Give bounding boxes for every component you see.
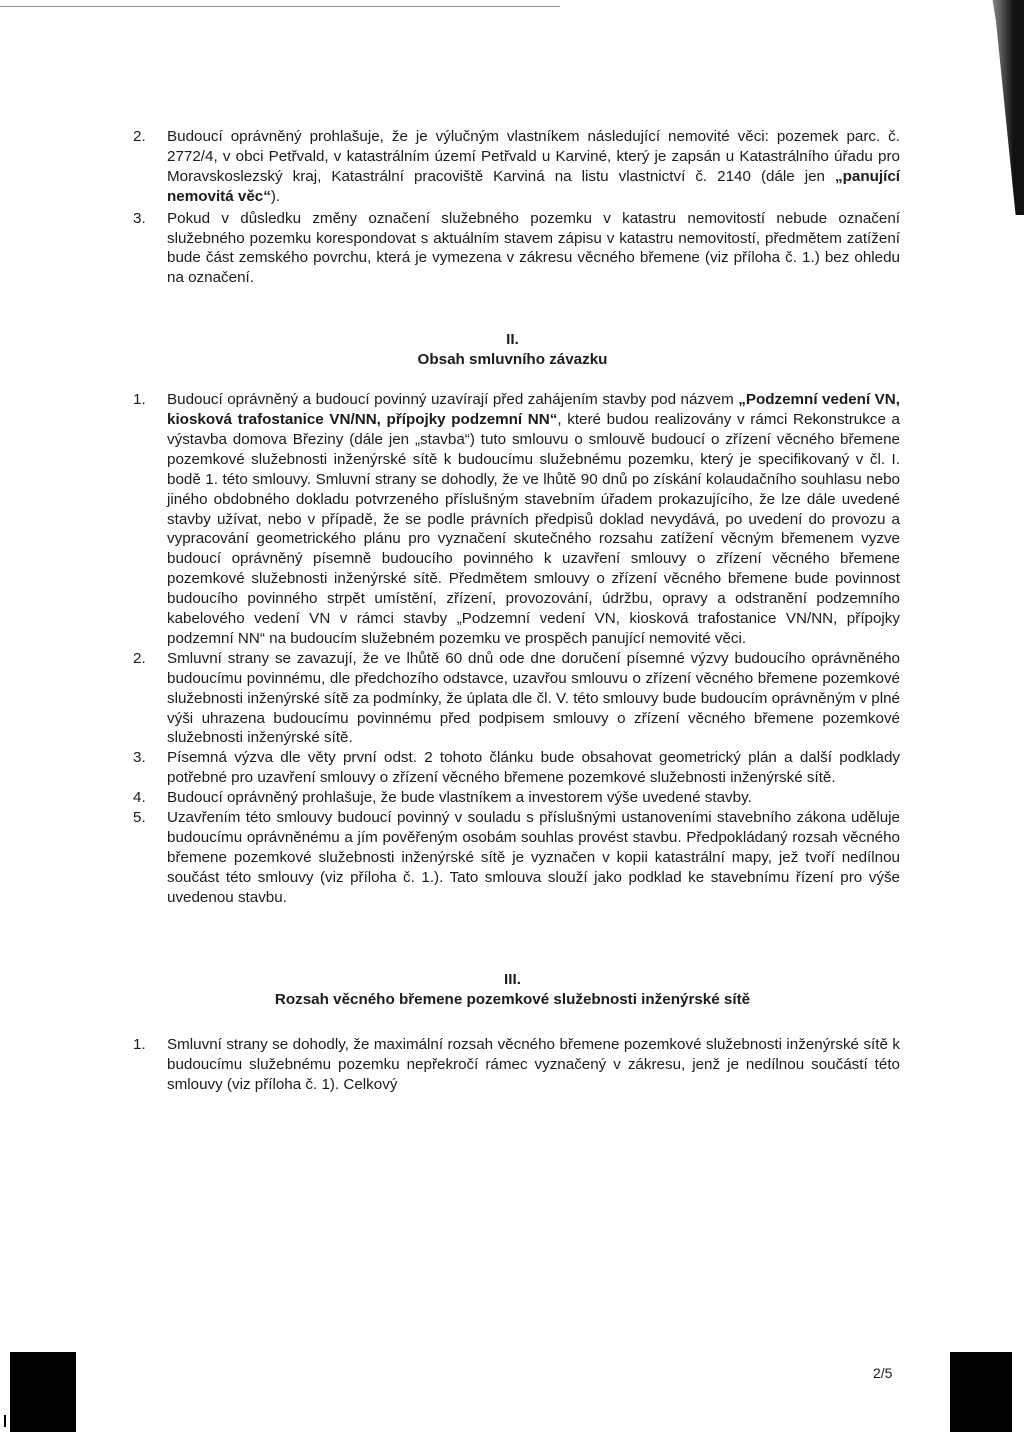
scan-registration-mark (10, 1352, 76, 1432)
list-item (125, 209, 900, 289)
item-number: 3. (133, 749, 146, 767)
item-text: Smluvní strany se dohodly, že maximální rozsah věcného břemene pozemkové služebnosti inženýrské sítě k budoucímu služebnému pozemku nepřekročí rámec vyznačený v zákresu, jenž je nedílnou součástí této smlouvy (viz příloha č. 1). Celkový (167, 1036, 900, 1094)
list-item (125, 649, 900, 749)
item-number: 5. (133, 809, 146, 827)
item-text-bold: „panující nemovitá věc“ (167, 167, 900, 205)
item-text: Písemná výzva dle věty první odst. 2 tohoto článku bude obsahovat geometrický plán a další podklady potřebné pro uzavření smlouvy o zřízení věcného břemene pozemkové služebnosti inženýrské sítě. (167, 749, 900, 787)
scan-corner-shadow (954, 0, 1024, 215)
list-item (125, 1035, 900, 1095)
list-item (125, 390, 900, 649)
item-number: 4. (133, 789, 146, 807)
item-text: Budoucí oprávněný a budoucí povinný uzavírají před zahájením stavby pod názvem (167, 391, 739, 409)
list-item (125, 127, 900, 207)
scan-top-rule (0, 6, 560, 7)
item-text: Pokud v důsledku změny označení služebného pozemku v katastru nemovitostí nebude označení služebného pozemku korespondovat s aktuálním stavem zápisu v katastru nemovitostí, předmětem zatížení bude část zemského povrchu, která je vymezena v zákresu věcného břemene (viz příloha č. 1.) bez ohledu na označení. (167, 209, 900, 287)
item-text-tail: ). (270, 187, 281, 205)
item-number: 3. (133, 209, 146, 227)
page-number: 2/5 (873, 1365, 893, 1381)
item-text-tail: , které budou realizovány v rámci Rekonstrukce a výstavba domova Březiny (dále jen „stavba“) tuto smlouvu o smlouvě budoucí o zřízení věcného břemene pozemkové služebnosti inženýrské sítě k budoucímu služebnému pozemku, který je specifikovaný v čl. I. bodě 1. této smlouvy. Smluvní strany se dohodly, že ve lhůtě 90 dnů po získání kolaudačního souhlasu nebo jiného obdobného dokladu potvrzeného příslušným stavebním úřadem prokazujícího, že lze dále uvedené stavby užívat, nebo v případě, že se podle právních předpisů doklad nevydává, po uvedení do provozu a vypracování geometrického plánu pro vyznačení skutečného rozsahu zatížení věcným břemenem vyzve budoucí oprávněný písemně budoucího povinného k uzavření smlouvy o zřízení věcného břemene pozemkové služebnosti inženýrské sítě. Předmětem smlouvy o zřízení věcného břemene bude povinnost budoucího povinného strpět umístění, zřízení, provozování, údržbu, opravy a odstranění podzemního kabelového vedení VN v rámci stavby „Podzemní vedení VN, kiosková trafostanice VN/NN, přípojky podzemní NN“ na budoucím služebném pozemku ve prospěch panující nemovité věci. (167, 410, 900, 647)
section-numeral: II. (506, 331, 519, 349)
item-text: Uzavřením této smlouvy budoucí povinný v souladu s příslušnými ustanoveními stavebního zákona uděluje budoucímu oprávněnému a jím pověřeným osobám souhlas provést stavbu. Předpokládaný rozsah věcného břemene pozemkové služebnosti inženýrské sítě je vyznačen v kopii katastrální mapy, jež tvoří nedílnou součást této smlouvy (viz příloha č. 1.). Tato smlouva slouží jako podklad ke stavebnímu řízení pro výše uvedenou stavbu. (167, 809, 900, 906)
document-body (125, 127, 900, 1095)
section-title: Obsah smluvního závazku (417, 351, 608, 369)
item-number: 1. (133, 1036, 146, 1054)
section-numeral: III. (504, 970, 521, 988)
item-text: Budoucí oprávněný prohlašuje, že je výlučným vlastníkem následující nemovité věci: pozemek parc. č. 2772/4, v obci Petřvald, v katastrálním území Petřvald u Karviné, který je zapsán u Katastrálního úřadu pro Moravskoslezský kraj, Katastrální pracoviště Karviná na listu vlastnictví č. 2140 (dále jen (167, 128, 900, 185)
section-title: Rozsah věcného břemene pozemkové služebnosti inženýrské sítě (274, 990, 751, 1008)
scan-edge-mark (4, 1415, 6, 1427)
item-number: 1. (133, 391, 146, 409)
item-text: Smluvní strany se zavazují, že ve lhůtě 60 dnů ode dne doručení písemné výzvy budoucího oprávněného budoucímu povinnému, dle předchozího odstavce, uzavřou smlouvu o zřízení věcného břemene pozemkové služebnosti inženýrské sítě za podmínky, že úplata dle čl. V. této smlouvy bude budoucím oprávněným v plné výši uhrazena budoucímu povinnému před podpisem smlouvy o zřízení věcného břemene pozemkové služebnosti inženýrské sítě. (167, 649, 900, 747)
item-text: Budoucí oprávněný prohlašuje, že bude vlastníkem a investorem výše uvedené stavby. (167, 789, 752, 807)
item-number: 2. (133, 128, 146, 145)
list-item (125, 808, 900, 908)
scan-registration-mark (950, 1352, 1012, 1432)
list-item (125, 748, 900, 788)
list-item (125, 788, 900, 808)
item-number: 2. (133, 649, 146, 667)
item-text-bold: „Podzemní vedení VN, kiosková trafostanice VN/NN, přípojky podzemní NN“ (167, 391, 900, 428)
